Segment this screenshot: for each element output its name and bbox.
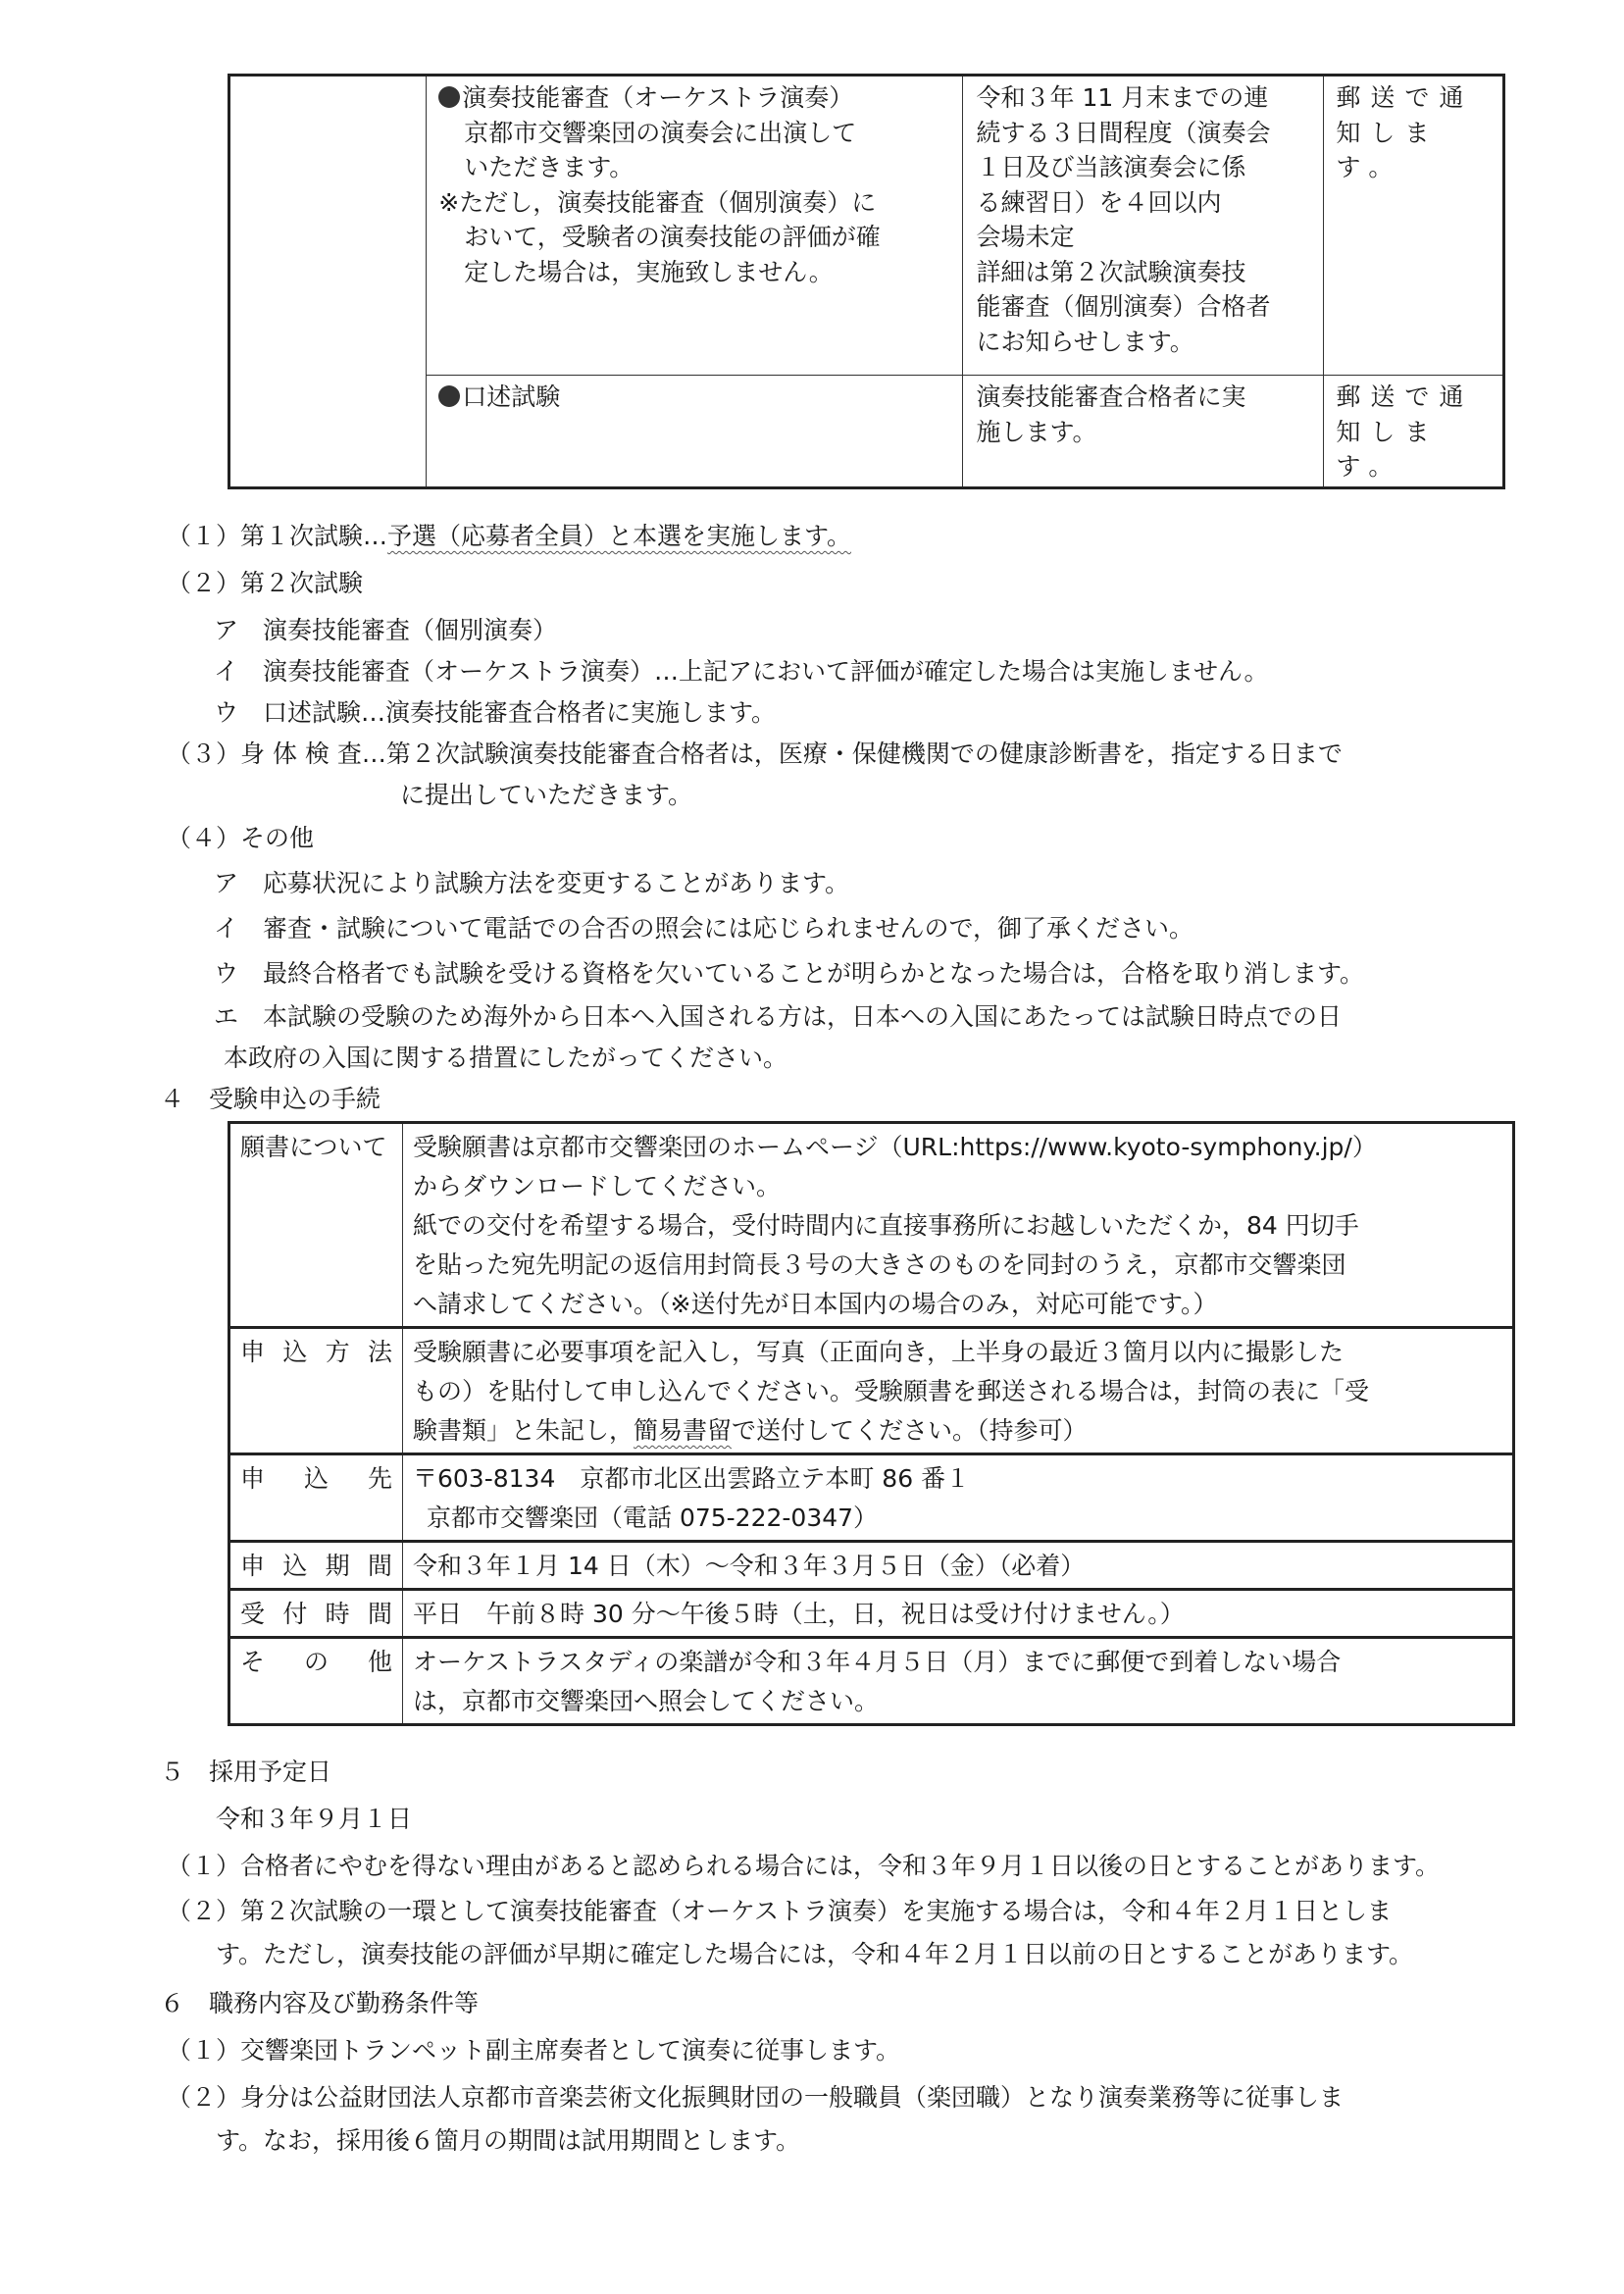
procedure-row [229,1638,1514,1725]
procedure-line: を貼った宛先明記の返信用封筒長３号の大きさのものを同封のうえ，京都市交響楽団 [413,1250,1346,1279]
procedure-label: 申込先 [229,1454,403,1542]
schedule-line: 施します。 [976,417,1097,446]
procedure-line: へ請求してください。（※送付先が日本国内の場合のみ，対応可能です。） [413,1290,1218,1318]
schedule-line: 演奏技能審査合格者に実 [976,382,1246,411]
contact-line: 京都市交響楽団（電話 075-222-0347） [427,1504,879,1532]
exam-note-1-label: （１）第１次試験… [167,522,388,550]
procedure-value: 令和３年１月 14 日（木）～令和３年３月５日（金）（必着） [403,1542,1514,1590]
procedure-label: 願書について [229,1123,403,1328]
application-procedure-table [228,1121,1515,1726]
exam-schedule-cell [962,376,1324,488]
exam-note-line: おいて，受験者の演奏技能の評価が確 [464,223,881,251]
exam-content-cell [427,76,962,376]
notice-line: 知します。 [1336,417,1440,481]
procedure-line [413,1128,1504,1167]
exam-note-2-sub: ア 演奏技能審査（個別演奏） [214,616,558,644]
procedure-row [229,1590,1514,1638]
procedure-value [403,1638,1514,1725]
procedure-row [229,1454,1514,1542]
exam-category-cell [229,76,427,488]
exam-note-3: （３）身 体 検 査…第２次試験演奏技能審査合格者は，医療・保健機関での健康診断書を，指定する日まで [167,739,1343,768]
section-6-item: （１）交響楽団トランペット副主席奏者として演奏に従事します。 [167,2036,901,2065]
procedure-line: オーケストラスタディの楽譜が令和３年４月５日（月）までに郵便で到着しない場合 [413,1648,1342,1676]
address-line: 〒603-8134 京都市北区出雲路立テ本町 86 番１ [413,1464,971,1493]
procedure-label: 受付時間 [229,1590,403,1638]
procedure-label: 申込方法 [229,1328,403,1454]
exam-note-4-sub-cont: 本政府の入国に関する措置にしたがってください。 [224,1044,788,1072]
procedure-text: で送付してください。（持参可） [732,1416,1088,1445]
exam-note-1 [167,520,851,553]
procedure-value [403,1123,1514,1328]
procedure-row [229,1123,1514,1328]
exam-row-orchestra [229,76,1504,376]
exam-note-4-sub: エ 本試験の受験のため海外から日本へ入国される方は，日本への入国にあたっては試験日時点での日 [214,1002,1343,1031]
section-6-item: （２）身分は公益財団法人京都市音楽芸術文化振興財団の一般職員（楽団職）となり演奏業務等に従事しま [167,2083,1345,2112]
exam-content-cell [427,376,962,488]
notice-line: 郵送で通 [1336,83,1474,112]
schedule-line: る練習日）を４回以内 [976,187,1222,217]
section-6-item-cont: す。なお，採用後６箇月の期間は試用期間とします。 [216,2126,801,2155]
procedure-line: もの）を貼付して申し込んでください。受験願書を郵送される場合は，封筒の表に「受 [413,1377,1370,1405]
exam-desc-line: 京都市交響楽団の演奏会に出演して [464,118,857,147]
schedule-line: にお知らせします。 [976,327,1194,356]
employment-date: 令和３年９月１日 [216,1805,413,1833]
homepage-url-text: 受験願書は京都市交響楽団のホームページ（URL:https://www.kyoto-symphony.jp/） [413,1133,1377,1161]
procedure-line: は，京都市交響楽団へ照会してください。 [413,1687,880,1715]
schedule-line: 会場未定 [976,223,1075,251]
exam-note-4-sub: イ 審査・試験について電話での合否の照会には応じられませんので，御了承ください。 [214,914,1194,943]
registered-mail-emphasis: 簡易書留 [634,1416,733,1445]
exam-note-line: 定した場合は，実施致しません。 [464,257,834,286]
procedure-value [403,1454,1514,1542]
exam-title: 演奏技能審査（オーケストラ演奏） [462,83,854,112]
exam-schedule-cell [962,76,1324,376]
schedule-line: 詳細は第２次試験演奏技 [976,257,1246,286]
section-5-heading: ５ 採用予定日 [160,1758,332,1786]
section-4-heading: ４ 受験申込の手続 [160,1085,381,1113]
section-6-heading: ６ 職務内容及び勤務条件等 [160,1989,480,2017]
exam-note-2-sub: イ 演奏技能審査（オーケストラ演奏）…上記アにおいて評価が確定した場合は実施しません。 [214,657,1269,686]
procedure-line: 紙での交付を希望する場合，受付時間内に直接事務所にお越しいただくか，84 円切手 [413,1211,1359,1240]
schedule-line: 能審査（個別演奏）合格者 [976,292,1271,321]
notice-line: 知します。 [1336,118,1440,181]
exam-note-4-sub: ウ 最終合格者でも試験を受ける資格を欠いていることが明らかとなった場合は，合格を取り消します。 [214,959,1365,988]
exam-note-4: （４）その他 [167,824,315,852]
section-5-item: （２）第２次試験の一環として演奏技能審査（オーケストラ演奏）を実施する場合は，令和４年２月１日としま [167,1897,1393,1925]
exam-desc-line: いただきます。 [464,153,634,181]
procedure-row [229,1328,1514,1454]
exam-note-3-cont: に提出していただきます。 [400,781,693,809]
exam-table [228,74,1505,489]
section-5-item-cont: す。ただし，演奏技能の評価が早期に確定した場合には，令和４年２月１日以前の日とすることがあります。 [216,1940,1414,1968]
procedure-row [229,1542,1514,1590]
exam-note-4-sub: ア 応募状況により試験方法を変更することがあります。 [214,869,850,897]
procedure-line: からダウンロードしてください。 [413,1172,782,1200]
procedure-line [413,1411,1504,1451]
exam-note-1-emphasis: 予選（応募者全員）と本選を実施します。 [387,522,852,550]
procedure-value: 平日 午前８時 30 分～午後５時（土，日，祝日は受け付けません。） [403,1590,1514,1638]
exam-title: 口述試験 [462,382,561,411]
bullet-icon [438,86,460,108]
procedure-text: 験書類」と朱記し， [413,1416,634,1445]
exam-notice-cell [1324,376,1504,488]
procedure-label: その他 [229,1638,403,1725]
schedule-line: 続する３日間程度（演奏会 [976,118,1271,147]
exam-note-line: ※ただし，演奏技能審査（個別演奏）に [438,187,877,217]
schedule-line: 令和３年 11 月末までの連 [976,83,1269,112]
exam-note-2-sub: ウ 口述試験…演奏技能審査合格者に実施します。 [214,698,777,727]
exam-note-2: （２）第２次試験 [167,569,364,597]
procedure-line: 受験願書に必要事項を記入し，写真（正面向き，上半身の最近３箇月以内に撮影した [413,1338,1345,1366]
bullet-icon [438,385,460,407]
schedule-line: １日及び当該演奏会に係 [976,153,1246,181]
exam-notice-cell [1324,76,1504,376]
notice-line: 郵送で通 [1336,382,1474,411]
procedure-label: 申込期間 [229,1542,403,1590]
procedure-value [403,1328,1514,1454]
section-5-item: （１）合格者にやむを得ない理由があると認められる場合には，令和３年９月１日以後の日とすることがあります。 [167,1852,1441,1880]
